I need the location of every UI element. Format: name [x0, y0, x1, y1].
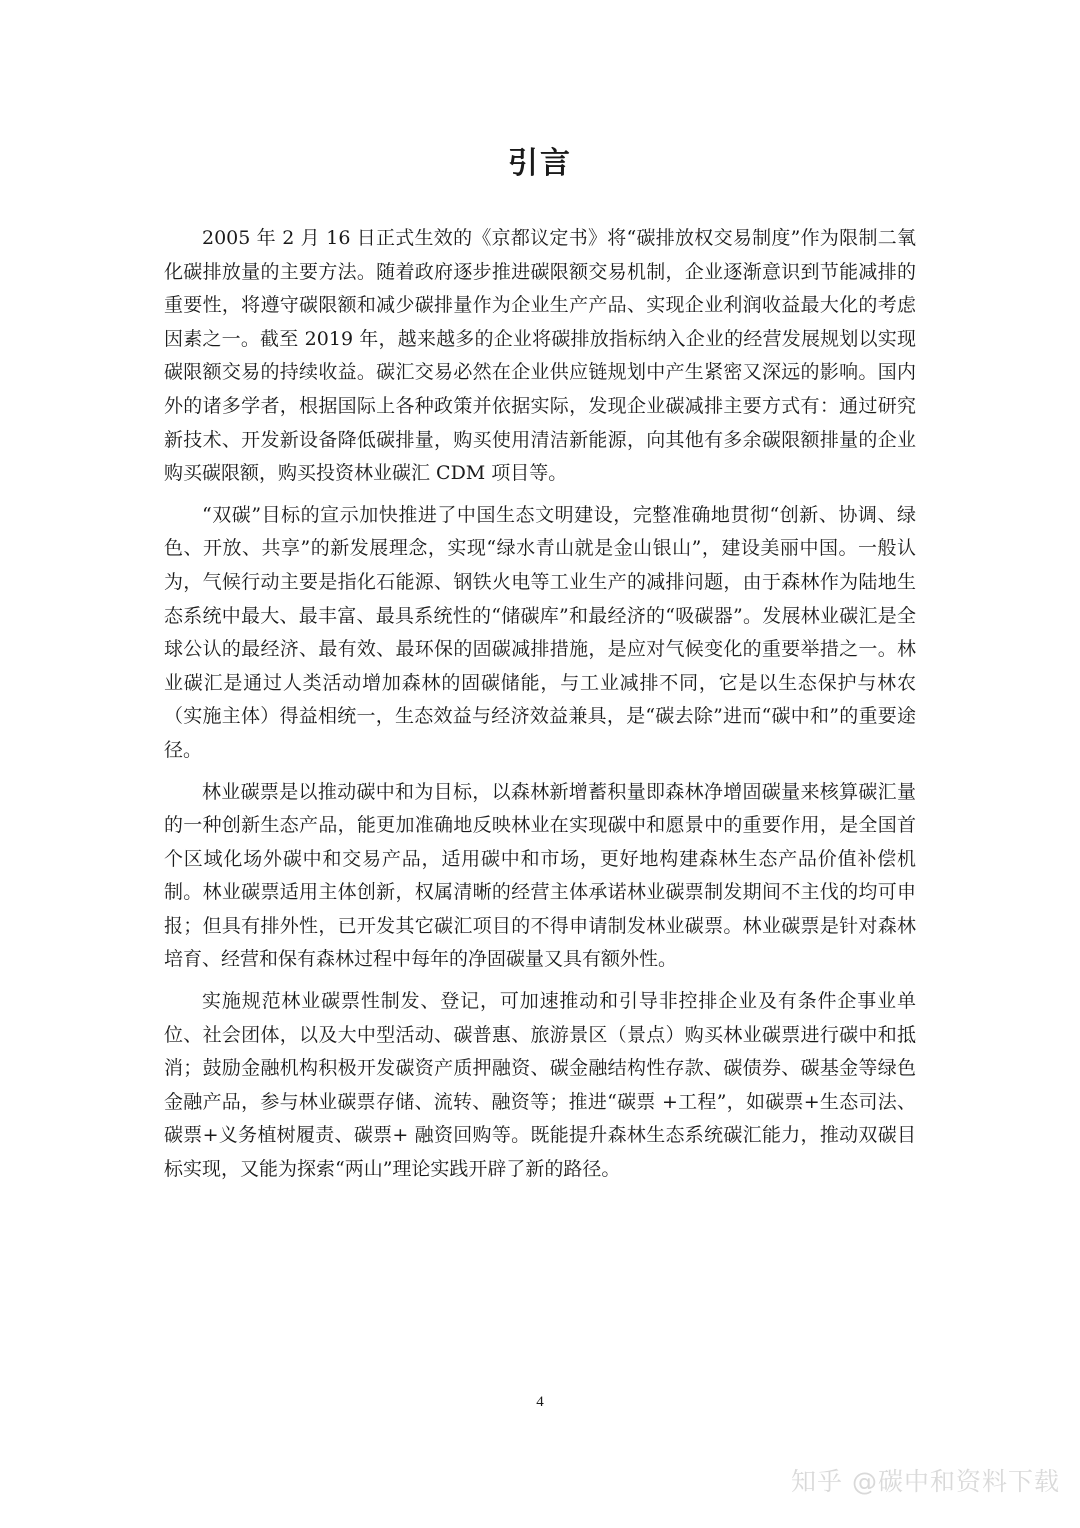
page-number: 4: [536, 1394, 544, 1410]
paragraph-4: 实施规范林业碳票性制发、登记，可加速推动和引导非控排企业及有条件企事业单位、社会团体，以及大中型活动、碳普惠、旅游景区（景点）购买林业碳票进行碳中和抵消；鼓励金融机构积极开发碳资产质押融资、碳金融结构性存款、碳债券、碳基金等绿色金融产品，参与林业碳票存储、流转、融资等；推进“碳票 +工程”，如碳票+生态司法、碳票+义务植树履责、碳票+ 融资回购等。既能提升森林生态系统碳汇能力，推动双碳目标实现，又能为探索“两山”理论实践开辟了新的路径。: [164, 990, 916, 1181]
page-title: 引言: [508, 146, 572, 181]
paragraph-1: 2005 年 2 月 16 日正式生效的《京都议定书》将“碳排放权交易制度”作为限制二氧化碳排放量的主要方法。随着政府逐步推进碳限额交易机制，企业逐渐意识到节能减排的重要性，将遵守碳限额和减少碳排量作为企业生产产品、实现企业利润收益最大化的考虑因素之一。截至 2019 年，越来越多的企业将碳排放指标纳入企业的经营发展规划以实现碳限额交易的持续收益。碳汇交易必然在企业供应链规划中产生紧密又深远的影响。国内外的诸多学者，根据国际上各种政策并依据实际，发现企业碳减排主要方式有：通过研究新技术、开发新设备降低碳排量，购买使用清洁新能源，向其他有多余碳限额排量的企业购买碳限额，购买投资林业碳汇 CDM 项目等。: [164, 227, 916, 485]
paragraph-3: 林业碳票是以推动碳中和为目标，以森林新增蓄积量即森林净增固碳量来核算碳汇量的一种创新生态产品，能更加准确地反映林业在实现碳中和愿景中的重要作用，是全国首个区域化场外碳中和交易产品，适用碳中和市场，更好地构建森林生态产品价值补偿机制。林业碳票适用主体创新，权属清晰的经营主体承诺林业碳票制发期间不主伐的均可申报；但具有排外性，已开发其它碳汇项目的不得申请制发林业碳票。林业碳票是针对森林培育、经营和保有森林过程中每年的净固碳量又具有额外性。: [164, 780, 916, 971]
paragraph-2: “双碳”目标的宣示加快推进了中国生态文明建设，完整准确地贯彻“创新、协调、绿色、开放、共享”的新发展理念，实现“绿水青山就是金山银山”，建设美丽中国。一般认为，气候行动主要是指化石能源、钢铁火电等工业生产的减排问题，由于森林作为陆地生态系统中最大、最丰富、最具系统性的“储碳库”和最经济的“吸碳器”。发展林业碳汇是全球公认的最经济、最有效、最环保的固碳减排措施，是应对气候变化的重要举措之一。林业碳汇是通过人类活动增加森林的固碳储能，与工业减排不同，它是以生态保护与林农（实施主体）得益相统一，生态效益与经济效益兼具，是“碳去除”进而“碳中和”的重要途径。: [164, 503, 916, 761]
watermark-text: 知乎 @碳中和资料下载: [791, 1467, 1060, 1496]
document-body: [164, 222, 916, 1195]
